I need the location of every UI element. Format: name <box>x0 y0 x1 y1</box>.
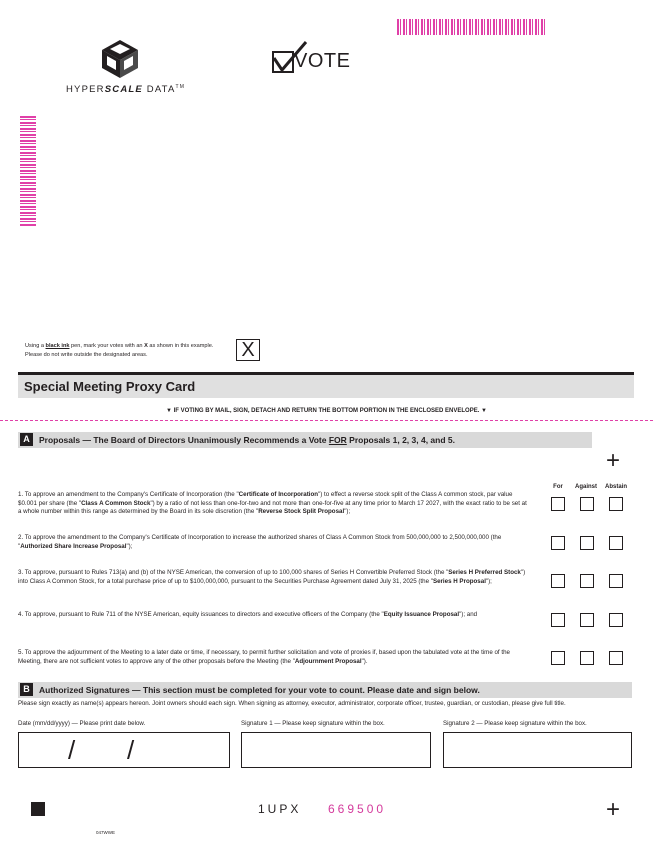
proposal-5-abstain-checkbox[interactable] <box>609 651 623 665</box>
proposal-defined-term: Authorized Share Increase Proposal <box>20 542 127 550</box>
proposal-text-run: ") by a ratio of not less than one-for-two and not more than one-for-five at any time prior to March 17 2027, with the exact ratio to be set at a whole number within this range as determined by the Board in its sole discretion (the " <box>18 499 527 516</box>
proposal-text-run: "); <box>126 542 133 550</box>
signature-2-box[interactable] <box>443 732 632 768</box>
proposal-number: 5. <box>18 649 25 656</box>
registration-mark <box>31 802 45 816</box>
proposal-2-text <box>18 534 528 551</box>
proposal-3-abstain-checkbox[interactable] <box>609 574 623 588</box>
section-b-title: Authorized Signatures — This section must be completed for your vote to count. Please date and sign below. <box>39 685 480 695</box>
proposal-text-run: To approve, pursuant to Rules 713(a) and (b) of the NYSE American, the conversion of up to 100,000 shares of Series H Convertible Preferred Stock (the " <box>24 569 449 576</box>
proposal-4-for-checkbox[interactable] <box>551 613 565 627</box>
proposal-1-for-checkbox[interactable] <box>551 497 565 511</box>
proposal-text-run: To approve an amendment to the Company's Certificate of Incorporation (the " <box>24 491 239 498</box>
proposal-text-run: "); <box>485 577 492 585</box>
proposal-3-for-checkbox[interactable] <box>551 574 565 588</box>
barcode-top <box>397 19 545 35</box>
section-a-title: Proposals — The Board of Directors Unanimously Recommends a Vote FOR Proposals 1, 2, 3, 4, and 5. <box>39 435 455 445</box>
proposal-text-run: "). <box>361 657 368 665</box>
proposal-3-against-checkbox[interactable] <box>580 574 594 588</box>
proposal-1-abstain-checkbox[interactable] <box>609 497 623 511</box>
proposal-3-text <box>18 569 528 586</box>
barcode-left <box>20 116 36 226</box>
form-code-number: 669500 <box>328 802 387 816</box>
proposal-5-text <box>18 649 528 666</box>
proposal-defined-term: Adjournment Proposal <box>294 657 362 665</box>
proposal-number: 2. <box>18 534 25 541</box>
signature-1-box[interactable] <box>241 732 431 768</box>
section-a-letter: A <box>20 433 33 446</box>
date-input-box[interactable] <box>18 732 230 768</box>
card-title: Special Meeting Proxy Card <box>24 379 196 394</box>
proposal-defined-term: Equity Issuance Proposal <box>383 611 460 618</box>
proposal-2-for-checkbox[interactable] <box>551 536 565 550</box>
small-form-code: 047WWE <box>96 830 116 835</box>
proposal-number: 3. <box>18 569 25 576</box>
proposal-text-run: "); <box>344 508 351 516</box>
date-slash-2: / <box>127 735 135 765</box>
proposal-number: 1. <box>18 491 25 498</box>
proposal-1-text <box>18 491 528 517</box>
proposal-text-run: To approve the adjournment of the Meeting to a later date or time, if necessary, to permit further solicitation and vote of proxies if, based upon the tabulated vote at the time of the Meeting, there are not sufficient votes to approve any of the other proposals before the Meeting (the " <box>18 649 510 665</box>
form-code-letters: 1UPX <box>258 802 302 816</box>
company-name: HYPERSCALE DATA™ <box>66 84 186 95</box>
column-against: Against <box>574 484 597 490</box>
proposal-number: 4. <box>18 611 25 618</box>
proposal-defined-term: Reverse Stock Split Proposal <box>258 508 345 516</box>
signature-instructions: Please sign exactly as name(s) appears hereon. Joint owners should each sign. When signing as attorney, executor, administrator, corporate officer, trustee, guardian, or custodian, please give full title. <box>18 700 566 707</box>
proposal-4-against-checkbox[interactable] <box>580 613 594 627</box>
date-label: Date (mm/dd/yyyy) — Please print date below. <box>18 720 146 727</box>
column-for: For <box>553 484 563 490</box>
proposal-text-run: To approve, pursuant to Rule 711 of the NYSE American, equity issuances to directors and executive officers of the Company (the " <box>24 611 384 618</box>
hyperscale-logo-icon <box>96 36 144 80</box>
proposal-5-for-checkbox[interactable] <box>551 651 565 665</box>
marking-instructions: Using a black ink pen, mark your votes with an X as shown in this example. Please do not write outside the designated areas. <box>25 343 214 358</box>
detach-line <box>0 420 653 421</box>
proposal-defined-term: Series H Proposal <box>432 577 486 585</box>
proposal-2-against-checkbox[interactable] <box>580 536 594 550</box>
signature-2-label: Signature 2 — Please keep signature within the box. <box>443 720 587 727</box>
column-abstain: Abstain <box>604 484 627 490</box>
plus-mark-bottom: + <box>606 796 621 823</box>
date-slash-1: / <box>68 735 76 765</box>
proposal-text-run: ") to effect a reverse stock split of the Class A common stock, par value $0.001 per share (the " <box>18 491 513 507</box>
proposal-5-against-checkbox[interactable] <box>580 651 594 665</box>
section-b-letter: B <box>20 683 33 696</box>
proposal-defined-term: Series H Preferred Stock <box>448 569 521 576</box>
proposal-1-against-checkbox[interactable] <box>580 497 594 511</box>
proposal-text-run: ") into Class A Common Stock, for a total purchase price of up to $100,000,000, pursuant to the Securities Purchase Agreement dated July 31, 2025 (the " <box>18 569 526 585</box>
proposal-defined-term: Class A Common Stock <box>81 499 151 507</box>
proposal-text-run: To approve the amendment to the Company's Certificate of Incorporation to increase the authorized shares of Class A Common Stock from 500,000,000 to 2,500,000,000 (the " <box>18 534 502 550</box>
proposal-4-abstain-checkbox[interactable] <box>609 613 623 627</box>
vote-label: VOTE <box>294 50 351 72</box>
proposal-4-text <box>18 611 528 620</box>
detach-notice: ▼ IF VOTING BY MAIL, SIGN, DETACH AND RETURN THE BOTTOM PORTION IN THE ENCLOSED ENVELOPE. ▼ <box>165 408 487 414</box>
proposal-2-abstain-checkbox[interactable] <box>609 536 623 550</box>
proposal-text-run: "); and <box>459 611 478 618</box>
proposal-defined-term: Certificate of Incorporation <box>238 491 319 498</box>
signature-1-label: Signature 1 — Please keep signature within the box. <box>241 720 385 727</box>
plus-mark-top: + <box>606 447 621 474</box>
example-mark-box: X <box>236 339 260 361</box>
